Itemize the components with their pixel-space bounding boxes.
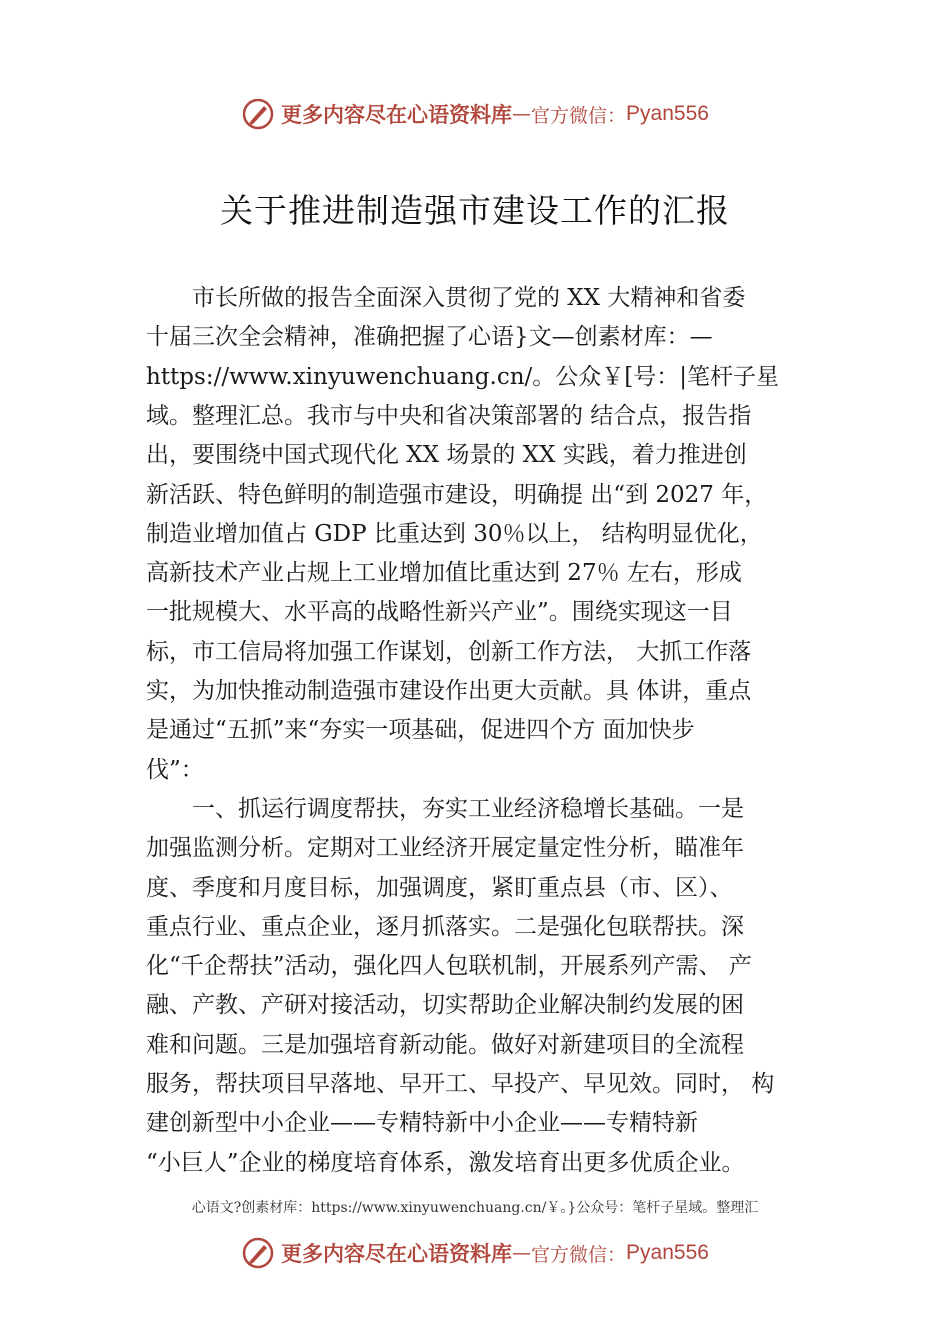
body-text-line: 十届三次全会精神，准确把握了心语}文—创素材库：— — [146, 324, 713, 350]
body-text-line: 化“千企帮扶”活动，强化四人包联机制，开展系列产需、 产 — [146, 953, 752, 979]
footer-source-note: 心语文?创素材库：https://www.xinyuwenchuang.cn/￥。}公众号：笔杆子星域。整理汇 — [191, 1200, 759, 1216]
body-text-line: 制造业增加值占 GDP 比重达到 30％以上， 结构明显优化， — [146, 521, 763, 547]
body-text-line: 高新技术产业占规上工业增加值比重达到 27％ 左右，形成 — [146, 560, 742, 586]
pen-logo-icon — [241, 97, 275, 131]
body-text-line: 市长所做的报告全面深入贯彻了党的 XX 大精神和省委 — [146, 285, 746, 311]
body-text-line: 新活跃、特色鲜明的制造强市建设，明确提 出“到 2027 年， — [146, 482, 768, 508]
body-text-line: 重点行业、重点企业，逐月抓落实。二是强化包联帮扶。深 — [146, 914, 744, 940]
body-text-line: 伐”： — [146, 757, 204, 783]
footer-watermark-banner — [0, 1233, 950, 1273]
body-text-line: 建创新型中小企业——专精特新中小企业——专精特新 — [146, 1110, 698, 1136]
body-text-line: “小巨人”企业的梯度培育体系，激发培育出更多优质企业。 — [146, 1150, 745, 1176]
header-watermark-banner — [0, 94, 950, 134]
banner-official-label: 官方微信： — [531, 104, 627, 127]
body-text-line: 一批规模大、水平高的战略性新兴产业”。围绕实现这一目 — [146, 599, 733, 625]
body-text-line: 融、产教、产研对接活动，切实帮助企业解决制约发展的困 — [146, 992, 744, 1018]
banner-wechat-id: Pyan556 — [626, 102, 709, 125]
banner-brand-text: 更多内容尽在心语资料库 — [281, 1242, 513, 1266]
pen-logo-icon — [241, 1236, 275, 1270]
banner-official-label: 官方微信： — [531, 1243, 627, 1266]
body-text-line: 难和问题。三是加强培育新动能。做好对新建项目的全流程 — [146, 1032, 744, 1058]
body-text-line: https://www.xinyuwenchuang.cn/。公众￥[号：|笔杆子星 — [146, 364, 780, 390]
body-text-line: 是通过“五抓”来“夯实一项基础，促进四个方 面加快步 — [146, 717, 695, 743]
body-text-line: 加强监测分析。定期对工业经济开展定量定性分析，瞄准年 — [146, 835, 744, 861]
banner-dash: — — [512, 1242, 532, 1264]
banner-brand-text: 更多内容尽在心语资料库 — [281, 103, 513, 127]
body-text-line: 一、抓运行调度帮扶，夯实工业经济稳增长基础。一是 — [146, 796, 744, 822]
banner-dash: — — [512, 103, 532, 125]
body-text-line: 标，市工信局将加强工作谋划，创新工作方法， 大抓工作落 — [146, 639, 752, 665]
body-text-line: 服务，帮扶项目早落地、早开工、早投产、早见效。同时， 构 — [146, 1071, 775, 1097]
body-text-line: 出，要围绕中国式现代化 XX 场景的 XX 实践，着力推进创 — [146, 442, 747, 468]
body-text-line: 度、季度和月度目标，加强调度，紧盯重点县（市、区）、 — [146, 875, 733, 901]
document-title: 关于推进制造强市建设工作的汇报 — [220, 191, 730, 230]
body-text-line: 实，为加快推动制造强市建设作出更大贡献。具 体讲，重点 — [146, 678, 752, 704]
banner-wechat-id: Pyan556 — [626, 1241, 709, 1264]
body-text-line: 域。整理汇总。我市与中央和省决策部署的 结合点，报告指 — [146, 403, 752, 429]
